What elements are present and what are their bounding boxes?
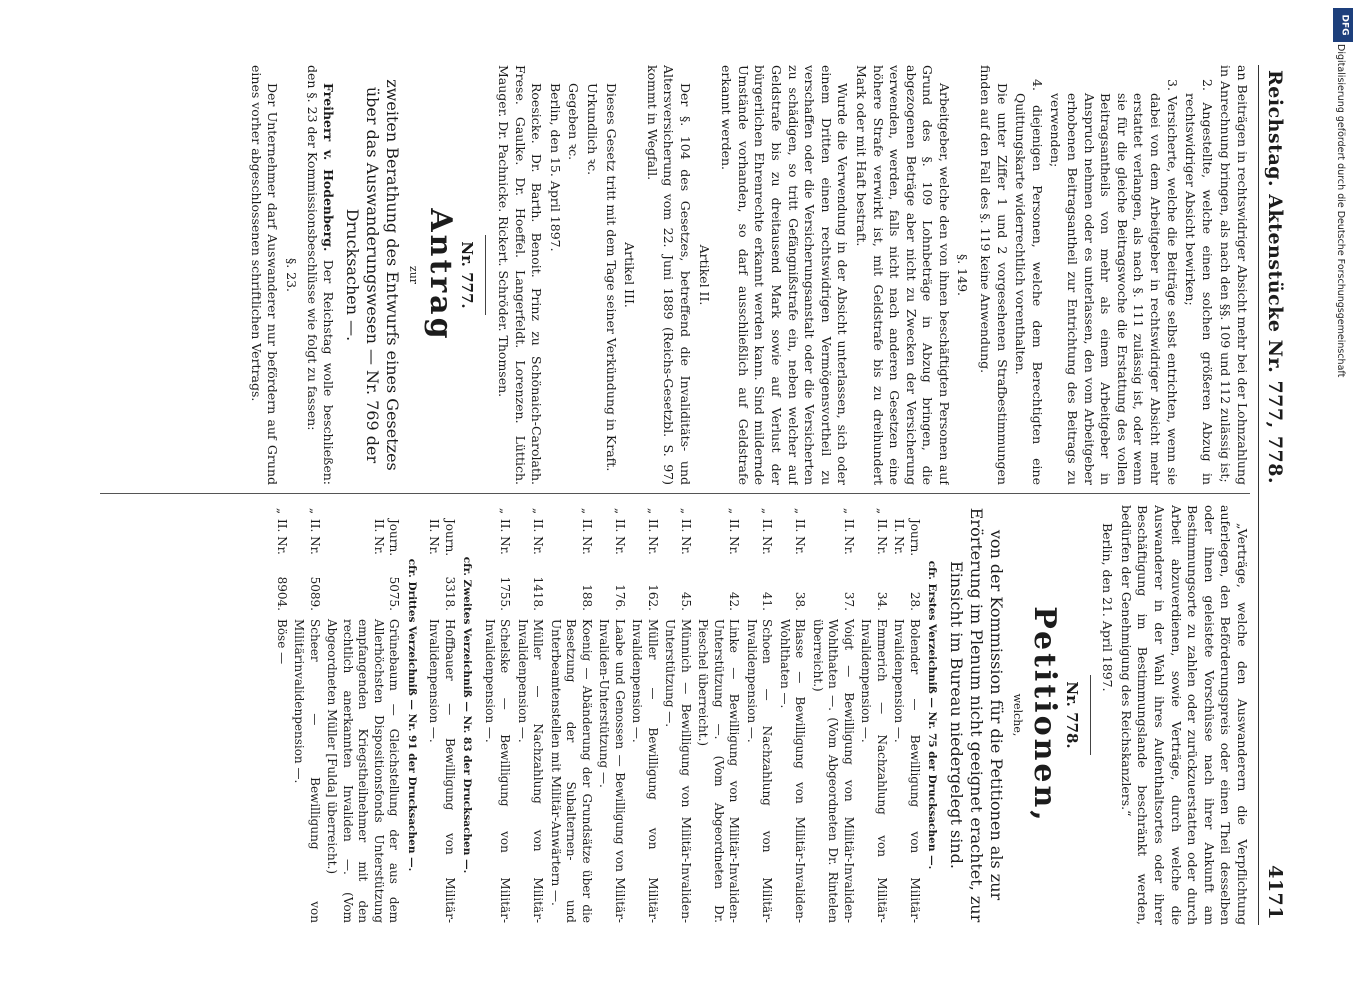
- verzeichnis-2-heading: cfr. Zweites Verzeichniß — Nr. 83 der Drucksachen —.: [461, 556, 474, 874]
- petition-number: 1755.: [498, 576, 513, 611]
- petition-number: 1418.: [531, 576, 546, 611]
- gegeben-line: Gegeben ꝛc.: [566, 83, 582, 161]
- petition-text: Blasse — Bewilligung von Militär-Invaliden-Wohlthaten —.: [777, 619, 808, 923]
- ditto-mark: [424, 505, 457, 519]
- date-line: Berlin, den 15. April 1897.: [547, 83, 563, 252]
- journal-ref: II. Nr.: [874, 519, 889, 555]
- ditto-mark: „: [678, 507, 693, 515]
- petition-row: [271, 505, 289, 925]
- petition-number: 162.: [645, 584, 660, 611]
- petitionen-heading: Petitionen,: [1027, 606, 1063, 824]
- freiherr-name: Freiherr v. Hodenberg.: [321, 83, 337, 252]
- petition-text: Voigt — Bewilligung von Militär-Invaliden-Wohlthaten —. (Vom Abgeordneten Dr. Rintelen überreicht.): [810, 619, 856, 923]
- welche-line: welche,: [1011, 693, 1025, 737]
- section-23-heading: §. 23.: [284, 257, 300, 293]
- petition-row: [322, 505, 402, 925]
- ditto-mark: „: [760, 507, 775, 515]
- header-title: Reichstag. Aktenstücke Nr. 777, 778.: [1264, 70, 1286, 485]
- article-2-text: Der §. 104 des Gesetzes, betreffend die Invaliditäts- und Altersversicherung vom 22. Juni 1889 (Reichs-Gesetzbl. S. 97) kommt in Wegfall.: [644, 65, 693, 485]
- petition-text: Münnich — Bewilligung von Militär-Invaliden-Unterstützung —.: [663, 619, 693, 923]
- section-divider-right: [1090, 675, 1091, 755]
- journal-ref: II. Nr.: [612, 519, 627, 555]
- ditto-mark: „: [579, 507, 594, 515]
- verzeichnis-1-heading: cfr. Erstes Verzeichniß — Nr. 75 der Drucksachen —.: [926, 560, 939, 870]
- petition-row: [594, 505, 627, 925]
- article-3-heading: Artikel III.: [622, 242, 638, 308]
- petition-row: [741, 505, 774, 925]
- petition-number: 37.: [841, 591, 856, 611]
- ditto-mark: „: [307, 507, 322, 515]
- quoted-paragraph: „Verträge, welche den Auswanderern die Verpflichtung auferlegen, den Beförderungspreis oder einen Theil desselben oder ihnen geleistete Vorschüsse nach ihrer Ankunft am Bestimmungsorte zu zahlen oder zurückzuerstatten oder durch Arbeit abzuverdienen, sowie Verträge, durch welche die Auswanderer in der Wahl ihres Aufenthaltsortes oder ihrer Beschäftigung im Bestimmungslande beschränkt werden, bedürfen der Genehmigung des Reichskanzlers.“: [1118, 505, 1250, 925]
- verzeichnis-3-heading: cfr. Drittes Verzeichniß — Nr. 91 der Drucksachen —.: [405, 558, 418, 872]
- paragraph-beitraegen: an Beiträgen in rechtswidriger Absicht mehr bei der Lohnzahlung in Anrechnung bringen, als nach den §§. 109 und 112 zulässig ist;: [1218, 65, 1250, 485]
- journal-ref: II. Nr.: [531, 519, 546, 555]
- antrag-lead: zweiten Berathung des Entwurfs eines Gesetzes über das Auswanderungswesen — Nr. 769 der Drucksachen —.: [343, 79, 403, 471]
- journal-ref: II. Nr.: [274, 519, 289, 555]
- petition-row: [660, 505, 693, 925]
- section-149-text-2: Wurde die Verwendung in der Absicht unterlassen, sich oder einem Dritten einen rechtswidrigen Vermögensvortheil zu verschaffen oder die Versicherungsanstalt oder die Versicherten zu schädigen, so tritt Gefängnißstrafe ein, neben welcher auf Geldstrafe bis zu dreitausend Mark sowie auf Verlust der bürgerlichen Ehrenrechte erkannt werden kann. Sind mildernde Umstände vorhanden, so darf ausschließlich auf Geldstrafe erkannt werden.: [719, 65, 851, 485]
- petition-row: [856, 505, 889, 925]
- petition-number: 45.: [678, 591, 693, 611]
- list-item-3: 3. Versicherte, welche die Beiträge selbst entrichten, wenn sie dabei von dem Arbeitgeber in rechtswidriger Absicht mehr erstattet verlangen, als nach §. 111 zulässig ist, oder wenn sie für die gleiche Beitragswoche die Erstattung des vollen Beitragsantheils von mehr als einem Arbeitgeber in Anspruch nehmen oder es unterlassen, den vom Arbeitgeber erhobenen Beitragsantheil zur Entrichtung des Beitrags zu verwenden;: [1048, 79, 1180, 485]
- petition-text: Böse —: [274, 619, 289, 665]
- article-3-text: Dieses Gesetz tritt mit dem Tage seiner Verkündung in Kraft.: [603, 83, 619, 472]
- petition-row: [774, 505, 807, 925]
- section-23-text: Der Unternehmer darf Auswanderer nur befördern auf Grund eines vorher abgeschlossenen schriftlichen Vertrags.: [248, 65, 281, 485]
- journal-ref: II. Nr.: [841, 519, 856, 555]
- journal-ref: II. Nr.: [678, 519, 693, 555]
- petition-row: [627, 505, 660, 925]
- journal-ref: Journ. II. Nr.: [427, 519, 457, 557]
- header-rule: [1258, 65, 1259, 925]
- urkundlich-line: Urkundlich ꝛc.: [585, 83, 601, 176]
- journal-ref: II. Nr.: [727, 519, 742, 555]
- section-149-heading: §. 149.: [955, 253, 971, 297]
- journal-ref: II. Nr.: [760, 519, 775, 555]
- petition-number: 28.: [907, 591, 922, 611]
- petition-number: 176.: [612, 584, 627, 611]
- list-item-2: 2. Angestellte, welche einen solchen größeren Abzug in rechtswidriger Absicht bewirken;: [1183, 79, 1215, 485]
- petition-text: Müller — Bewilligung von Militär-Invalidenpension —.: [630, 619, 660, 923]
- petition-text: Müller — Nachzahlung von Militär-Invalidenpension —.: [515, 619, 546, 923]
- petition-text: Grünebaum — Gleichstellung der aus dem Allerhöchsten Dispositionsfonds Unterstützung empfangenden Kriegstheilnehmer mit den rechtlich anerkannten Invaliden —. (Vom Abgeordneten Müller [Fulda] überreicht.): [325, 619, 402, 923]
- ditto-mark: [889, 505, 922, 519]
- article-2-heading: Artikel II.: [696, 244, 712, 306]
- petition-text: Schoen — Nachzahlung von Militär-Invalidenpension —.: [744, 619, 775, 923]
- petition-number: 42.: [727, 591, 742, 611]
- petition-number: 5089.: [307, 576, 322, 611]
- journal-ref: II. Nr.: [307, 519, 322, 555]
- petitionen-lead: von der Kommission für die Petitionen als zur Erörterung im Plenum nicht geeignet erachtet, zur Einsicht im Bureau niedergelegt sind.: [947, 507, 1007, 923]
- petition-row: [693, 505, 742, 925]
- petition-text: Schelske — Bewilligung von Militär-Invalidenpension —.: [482, 619, 513, 923]
- signatories: Roesicke. Dr. Barth. Benoit. Prinz zu Schönaich-Carolath. Frese. Gaulke. Dr. Hoeffel. Langerfeldt. Lorenzen. Lüttich. Mauger. Dr. Pachnicke. Rickert. Schröder. Thomsen.: [496, 65, 545, 485]
- petition-row: [807, 505, 856, 925]
- petition-text: Bolender — Bewilligung von Militär-Invalidenpension —.: [892, 619, 922, 923]
- right-column: [90, 505, 1250, 925]
- section-149-text: Arbeitgeber, welche den von ihnen beschäftigten Personen auf Grund des §. 109 Lohnbeträge in Abzug bringen, die abgezogenen Beträge aber nicht zu Zwecken der Versicherung verwenden, werden, falls nicht nach anderen Gesetzen eine höhere Strafe verwirkt ist, mit Geldstrafe bis zu dreihundert Mark oder mit Haft bestraft.: [853, 65, 952, 485]
- antrag-heading: Antrag: [422, 208, 458, 342]
- petition-row: [424, 505, 457, 925]
- petition-number: 5075.: [387, 576, 402, 611]
- petition-row: [512, 505, 545, 925]
- petition-number: 34.: [874, 591, 889, 611]
- ditto-mark: „: [841, 507, 856, 515]
- ditto-mark: „: [874, 507, 889, 515]
- ditto-mark: „: [727, 507, 742, 515]
- petition-text: Koenig — Abänderung der Grundsätze über die Besetzung der Subalternen- und Unterbeamtenstellen mit Militär-Anwärtern —.: [548, 619, 594, 923]
- petition-number: 8904.: [274, 576, 289, 611]
- ditto-mark: „: [274, 507, 289, 515]
- petition-text: Hoffbauer — Bewilligung von Militär-Invalidenpension —.: [427, 619, 457, 923]
- freiherr-paragraph: [303, 65, 336, 485]
- journal-ref: II. Nr.: [645, 519, 660, 555]
- journal-ref: II. Nr.: [498, 519, 513, 555]
- petition-table-3: [271, 505, 401, 925]
- running-header: [1260, 55, 1290, 935]
- ditto-mark: „: [612, 507, 627, 515]
- rotated-document-page: [75, 55, 1290, 935]
- left-column: [90, 65, 1250, 485]
- nr-778-heading: Nr. 778.: [1062, 681, 1081, 749]
- ditto-mark: „: [793, 507, 808, 515]
- petition-text: Scheer — Bewilligung von Militärinvalidenpension —.: [292, 619, 322, 923]
- ditto-mark: „: [498, 507, 513, 515]
- petition-row: [479, 505, 512, 925]
- dfg-logo: [1333, 8, 1353, 42]
- column-divider: [100, 493, 1250, 494]
- journal-ref: II. Nr.: [579, 519, 594, 555]
- petition-text: Emmerich — Nachzahlung von Militär-Invalidenpension —.: [859, 619, 889, 923]
- petition-number: 41.: [760, 591, 775, 611]
- section-divider: [485, 235, 486, 315]
- petition-text: Laabe und Genossen — Bewilligung von Militär-Invaliden-Unterstützung —.: [597, 619, 627, 923]
- petition-number: 188.: [579, 584, 594, 611]
- petition-number: 38.: [793, 591, 808, 611]
- freiherr-text: Der Reichstag wolle beschließen: den §. 23 der Kommissionsbeschlüsse wie folgt zu fassen:: [304, 65, 337, 485]
- zur-line: zur: [406, 265, 420, 285]
- paragraph-ziffer: Die unter Ziffer 1 und 2 vorgesehenen Strafbestimmungen finden auf den Fall des §. 119 keine Anwendung.: [978, 65, 1010, 485]
- petition-text: Linke — Bewilligung von Militär-Invaliden-Unterstützung —. (Vom Abgeordneten Dr. Pieschel überreicht.): [696, 619, 742, 923]
- petition-number: 3318.: [442, 576, 457, 611]
- journal-ref: Journ. II. Nr.: [892, 519, 922, 557]
- ditto-mark: „: [645, 507, 660, 515]
- journal-ref: Journ. II. Nr.: [371, 519, 402, 557]
- petition-table-2: [424, 505, 457, 925]
- digitization-credit: Digitalisierung gefördert durch die Deutsche Forschungsgemeinschaft: [1335, 44, 1346, 378]
- journal-ref: II. Nr.: [793, 519, 808, 555]
- petition-table-1: [479, 505, 922, 925]
- nr-777-heading: Nr. 777.: [458, 241, 477, 309]
- petition-row: [889, 505, 922, 925]
- page-number: 4171: [1264, 865, 1286, 920]
- list-item-4: 4. diejenigen Personen, welche dem Berechtigten eine Quittungskarte widerrechtlich vorenthalten.: [1013, 79, 1045, 485]
- petition-row: [545, 505, 594, 925]
- ditto-mark: [322, 505, 402, 519]
- ditto-mark: „: [531, 507, 546, 515]
- dfg-logo-text: DFG: [1339, 14, 1350, 36]
- date-line-right: Berlin, den 21. April 1897.: [1100, 523, 1116, 692]
- petition-row: [289, 505, 322, 925]
